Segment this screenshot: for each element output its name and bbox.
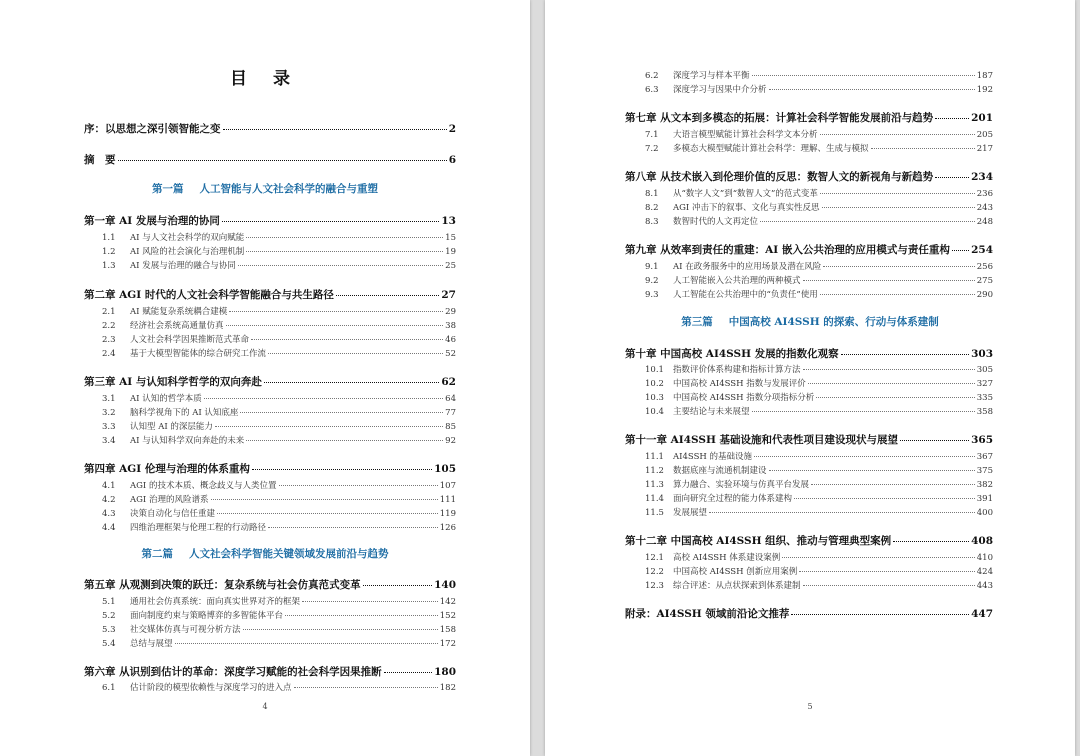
- toc-chapter-entry[interactable]: [625, 110, 993, 125]
- section-number: 1.3: [102, 261, 116, 271]
- section-number: 9.3: [645, 290, 659, 300]
- toc-chapter-entry[interactable]: [625, 606, 993, 621]
- section-title: 中国高校 AI4SSH 指数分项指标分析: [673, 393, 815, 403]
- dot-leader: [264, 382, 440, 383]
- dot-leader: [811, 484, 975, 485]
- chapter-title: 第十二章 中国高校 AI4SSH 组织、推动与管理典型案例: [625, 535, 892, 547]
- dot-leader: [893, 541, 969, 542]
- section-number: 10.2: [645, 379, 664, 389]
- section-title: AI 赋能复杂系统耦合建模: [130, 307, 228, 317]
- toc-section-entry[interactable]: [645, 83, 993, 95]
- section-title: 面向制度约束与策略博弈的多智能体平台: [130, 611, 284, 621]
- section-title: AI 发展与治理的融合与协同: [130, 261, 236, 271]
- page-ref: 327: [976, 379, 993, 389]
- toc-section-entry[interactable]: [645, 274, 993, 286]
- dot-leader: [803, 369, 975, 370]
- toc-section-entry[interactable]: [102, 595, 456, 607]
- page-ref: 254: [971, 244, 993, 256]
- page-ref: 158: [439, 625, 456, 635]
- section-number: 4.2: [102, 495, 116, 505]
- section-number: 10.1: [645, 365, 664, 375]
- page-ref: 107: [439, 481, 456, 491]
- dot-leader: [952, 250, 969, 251]
- dot-leader: [246, 237, 443, 238]
- dot-leader: [118, 160, 447, 161]
- toc-section-entry[interactable]: [102, 392, 456, 404]
- section-number: 4.3: [102, 509, 116, 519]
- page-ref: 29: [445, 307, 456, 317]
- part-title: 人文社会科学智能关键领域发展前沿与趋势: [189, 548, 389, 560]
- toc-section-entry[interactable]: [102, 333, 456, 345]
- page-ref: 305: [976, 365, 993, 375]
- section-number: 6.3: [645, 85, 659, 95]
- page-ref: 46: [445, 335, 456, 345]
- dot-leader: [935, 177, 969, 178]
- toc-section-entry[interactable]: [645, 377, 993, 389]
- part-title: 中国高校 AI4SSH 的探索、行动与体系建制: [728, 316, 939, 328]
- dot-leader: [816, 397, 975, 398]
- section-number: 8.3: [645, 217, 659, 227]
- toc-section-entry[interactable]: [102, 347, 456, 359]
- dot-leader: [820, 193, 975, 194]
- toc-chapter-entry[interactable]: [625, 346, 993, 361]
- section-number: 9.1: [645, 262, 659, 272]
- page-ref: 367: [976, 452, 993, 462]
- dot-leader: [243, 629, 438, 630]
- page-ref: 410: [976, 553, 993, 563]
- toc-section-entry[interactable]: [645, 506, 993, 518]
- page-ref: 248: [976, 217, 993, 227]
- dot-leader: [752, 75, 975, 76]
- part-heading: [0, 181, 530, 196]
- section-title: 中国高校 AI4SSH 指数与发展评价: [673, 379, 806, 389]
- page-ref: 182: [439, 683, 456, 693]
- toc-section-entry[interactable]: [102, 305, 456, 317]
- section-title: 人文社会科学因果推断范式革命: [130, 335, 250, 345]
- toc-chapter-entry[interactable]: [84, 374, 456, 389]
- dot-leader: [223, 129, 447, 130]
- section-number: 10.4: [645, 407, 664, 417]
- section-number: 3.2: [102, 408, 116, 418]
- toc-chapter-entry[interactable]: [84, 213, 456, 228]
- page-ref: 365: [971, 434, 993, 446]
- page-ref: 15: [445, 233, 456, 243]
- page-ref: 152: [439, 611, 456, 621]
- dot-leader: [803, 280, 975, 281]
- dot-leader: [754, 456, 975, 457]
- toc-section-entry[interactable]: [645, 391, 993, 403]
- page-ref: 92: [445, 436, 456, 446]
- toc-section-entry[interactable]: [645, 492, 993, 504]
- section-title: 算力融合、实验环境与仿真平台发展: [673, 480, 810, 490]
- section-title: 总结与展望: [130, 639, 173, 649]
- page-ref: 303: [971, 348, 993, 360]
- page-ref: 236: [976, 189, 993, 199]
- dot-leader: [782, 557, 975, 558]
- page-ref: 234: [971, 171, 993, 183]
- section-number: 2.2: [102, 321, 116, 331]
- section-number: 11.1: [645, 452, 664, 462]
- section-title: 人工智能嵌入公共治理的两种模式: [673, 276, 801, 286]
- toc-section-entry[interactable]: [645, 363, 993, 375]
- page-ref: 424: [976, 567, 993, 577]
- page-ref: 382: [976, 480, 993, 490]
- toc-section-entry[interactable]: [102, 434, 456, 446]
- toc-section-entry[interactable]: [102, 623, 456, 635]
- page-ref: 290: [976, 290, 993, 300]
- chapter-title: 第四章 AGI 伦理与治理的体系重构: [84, 463, 250, 475]
- dot-leader: [294, 687, 438, 688]
- section-number: 4.1: [102, 481, 116, 491]
- page-ref: 447: [971, 608, 993, 620]
- page-ref: 142: [439, 597, 456, 607]
- section-number: 9.2: [645, 276, 659, 286]
- dot-leader: [229, 311, 443, 312]
- toc-chapter-entry[interactable]: [84, 152, 456, 167]
- dot-leader: [808, 383, 975, 384]
- toc-chapter-entry[interactable]: [625, 169, 993, 184]
- section-title: AI 与认知科学双向奔赴的未来: [130, 436, 245, 446]
- section-number: 12.1: [645, 553, 664, 563]
- section-number: 2.1: [102, 307, 116, 317]
- section-title: 发展展望: [673, 508, 708, 518]
- page-ref: 126: [439, 523, 456, 533]
- section-number: 6.1: [102, 683, 116, 693]
- toc-section-entry[interactable]: [645, 69, 993, 81]
- page-ref: 19: [445, 247, 456, 257]
- toc-section-entry[interactable]: [102, 319, 456, 331]
- dot-leader: [285, 615, 438, 616]
- toc-section-entry[interactable]: [645, 260, 993, 272]
- page-ref: 375: [976, 466, 993, 476]
- dot-leader: [820, 294, 975, 295]
- dot-leader: [204, 398, 443, 399]
- section-number: 12.2: [645, 567, 664, 577]
- dot-leader: [384, 672, 432, 673]
- section-title: AI4SSH 的基础设施: [673, 452, 753, 462]
- toc-section-entry[interactable]: [645, 288, 993, 300]
- page-ref: 243: [976, 203, 993, 213]
- page-ref: 358: [976, 407, 993, 417]
- chapter-title: 序：以思想之深引领智能之变: [84, 123, 221, 135]
- page-ref: 38: [445, 321, 456, 331]
- dot-leader: [820, 134, 975, 135]
- toc-chapter-entry[interactable]: [625, 533, 993, 548]
- toc-section-entry[interactable]: [102, 420, 456, 432]
- page-ref: 2: [448, 123, 456, 135]
- section-number: 7.2: [645, 144, 659, 154]
- section-number: 12.3: [645, 581, 664, 591]
- toc-section-entry[interactable]: [645, 187, 993, 199]
- page-ref: 180: [434, 666, 456, 678]
- dot-leader: [769, 89, 975, 90]
- dot-leader: [222, 221, 440, 222]
- toc-section-entry[interactable]: [645, 201, 993, 213]
- dot-leader: [709, 512, 975, 513]
- page-ref: 85: [445, 422, 456, 432]
- section-number: 8.2: [645, 203, 659, 213]
- toc-section-entry[interactable]: [102, 521, 456, 533]
- toc-chapter-entry[interactable]: [84, 121, 456, 136]
- toc-section-entry[interactable]: [102, 406, 456, 418]
- toc-section-entry[interactable]: [102, 479, 456, 491]
- toc-section-entry[interactable]: [102, 609, 456, 621]
- page-ref: 443: [976, 581, 993, 591]
- toc-section-entry[interactable]: [102, 493, 456, 505]
- dot-leader: [226, 325, 444, 326]
- dot-leader: [251, 339, 443, 340]
- section-title: 通用社会仿真系统：面向真实世界对齐的框架: [130, 597, 301, 607]
- part-heading: [0, 546, 530, 561]
- chapter-title: 第七章 从文本到多模态的拓展：计算社会科学智能发展前沿与趋势: [625, 112, 934, 124]
- page-ref: 27: [441, 289, 456, 301]
- page-ref: 217: [976, 144, 993, 154]
- section-number: 3.1: [102, 394, 116, 404]
- page-ref: 119: [439, 509, 456, 519]
- dot-leader: [769, 470, 975, 471]
- dot-leader: [302, 601, 438, 602]
- section-number: 11.2: [645, 466, 664, 476]
- dot-leader: [935, 118, 969, 119]
- dot-leader: [841, 354, 969, 355]
- page-ref: 408: [971, 535, 993, 547]
- dot-leader: [238, 265, 443, 266]
- page-ref: 400: [976, 508, 993, 518]
- page-ref: 111: [439, 495, 456, 505]
- toc-section-entry[interactable]: [102, 245, 456, 257]
- dot-leader: [246, 251, 443, 252]
- section-title: 经济社会系统高通量仿真: [130, 321, 224, 331]
- chapter-title: 第二章 AGI 时代的人文社会科学智能融合与共生路径: [84, 289, 334, 301]
- toc-chapter-entry[interactable]: [84, 461, 456, 476]
- section-title: 高校 AI4SSH 体系建设案例: [673, 553, 781, 563]
- section-title: AGI 的技术本质、概念歧义与人类位置: [130, 481, 277, 491]
- dot-leader: [760, 221, 975, 222]
- section-number: 10.3: [645, 393, 664, 403]
- section-title: 多模态大模型赋能计算社会科学：理解、生成与模拟: [673, 144, 869, 154]
- page-ref: 77: [445, 408, 456, 418]
- dot-leader: [803, 585, 975, 586]
- chapter-title: 摘 要: [84, 154, 116, 166]
- section-number: 5.4: [102, 639, 116, 649]
- toc-section-entry[interactable]: [102, 507, 456, 519]
- toc-chapter-entry[interactable]: [84, 287, 456, 302]
- page-ref: 13: [441, 215, 456, 227]
- toc-section-entry[interactable]: [102, 231, 456, 243]
- dot-leader: [252, 469, 432, 470]
- section-title: 深度学习与样本平衡: [673, 71, 750, 81]
- toc-section-entry[interactable]: [645, 551, 993, 563]
- chapter-title: 第五章 从观测到决策的跃迁：复杂系统与社会仿真范式变革: [84, 579, 361, 591]
- dot-leader: [217, 513, 438, 514]
- section-title: 面向研究全过程的能力体系建构: [673, 494, 793, 504]
- page-ref: 52: [445, 349, 456, 359]
- chapter-title: 第十一章 AI4SSH 基础设施和代表性项目建设现状与展望: [625, 434, 899, 446]
- section-number: 8.1: [645, 189, 659, 199]
- section-number: 1.1: [102, 233, 116, 243]
- page-ref: 172: [439, 639, 456, 649]
- page-ref: 275: [976, 276, 993, 286]
- part-heading: [545, 314, 1075, 329]
- toc-section-entry[interactable]: [102, 681, 456, 693]
- page-ref: 192: [976, 85, 993, 95]
- part-number: 第二篇: [141, 548, 173, 560]
- chapter-title: 第九章 从效率到责任的重建：AI 嵌入公共治理的应用模式与责任重构: [625, 244, 950, 256]
- toc-section-entry[interactable]: [645, 215, 993, 227]
- page-ref: 6: [448, 154, 456, 166]
- toc-section-entry[interactable]: [645, 142, 993, 154]
- page-ref: 140: [434, 579, 456, 591]
- toc-section-entry[interactable]: [645, 450, 993, 462]
- section-number: 5.3: [102, 625, 116, 635]
- toc-title: 目 录: [230, 69, 300, 89]
- toc-section-entry[interactable]: [102, 637, 456, 649]
- page-ref: 105: [434, 463, 456, 475]
- toc-section-entry[interactable]: [645, 565, 993, 577]
- dot-leader: [900, 440, 969, 441]
- dot-leader: [246, 440, 443, 441]
- toc-section-entry[interactable]: [645, 579, 993, 591]
- dot-leader: [363, 585, 432, 586]
- page-ref: 25: [445, 261, 456, 271]
- toc-section-entry[interactable]: [645, 464, 993, 476]
- section-number: 5.2: [102, 611, 116, 621]
- section-title: AI 风险的社会演化与治理机制: [130, 247, 245, 257]
- section-title: 数智时代的人文再定位: [673, 217, 759, 227]
- toc-chapter-entry[interactable]: [84, 577, 456, 592]
- page-ref: 64: [445, 394, 456, 404]
- section-number: 3.4: [102, 436, 116, 446]
- page-ref: 335: [976, 393, 993, 403]
- dot-leader: [794, 498, 975, 499]
- toc-section-entry[interactable]: [645, 478, 993, 490]
- toc-page-right: [545, 0, 1075, 756]
- dot-leader: [268, 353, 443, 354]
- toc-section-entry[interactable]: [645, 405, 993, 417]
- section-number: 6.2: [645, 71, 659, 81]
- dot-leader: [336, 295, 440, 296]
- section-title: AI 与人文社会科学的双向赋能: [130, 233, 245, 243]
- dot-leader: [799, 571, 975, 572]
- dot-leader: [791, 614, 969, 615]
- section-title: AGI 冲击下的叙事、文化与真实性反思: [673, 203, 820, 213]
- section-title: AI 在政务服务中的应用场景及潜在风险: [673, 262, 822, 272]
- dot-leader: [211, 499, 438, 500]
- chapter-title: 附录：AI4SSH 领域前沿论文推荐: [625, 608, 790, 620]
- part-number: 第一篇: [152, 183, 184, 195]
- section-title: AGI 治理的风险谱系: [130, 495, 209, 505]
- chapter-title: 第六章 从识别到估计的革命：深度学习赋能的社会科学因果推断: [84, 666, 382, 678]
- section-title: 脑科学视角下的 AI 认知底座: [130, 408, 239, 418]
- page-number: 4: [262, 702, 268, 711]
- dot-leader: [822, 207, 975, 208]
- section-title: AI 认知的哲学本质: [130, 394, 202, 404]
- toc-chapter-entry[interactable]: [84, 664, 456, 679]
- section-title: 估计阶段的模型依赖性与深度学习的进入点: [130, 683, 292, 693]
- section-title: 从“数字人文”到“数智人文”的范式变革: [673, 189, 818, 199]
- chapter-title: 第一章 AI 发展与治理的协同: [84, 215, 220, 227]
- dot-leader: [823, 266, 975, 267]
- section-title: 大语言模型赋能计算社会科学文本分析: [673, 130, 818, 140]
- dot-leader: [279, 485, 438, 486]
- section-title: 人工智能在公共治理中的“负责任”使用: [673, 290, 818, 300]
- page-ref: 256: [976, 262, 993, 272]
- dot-leader: [268, 527, 438, 528]
- section-number: 11.3: [645, 480, 664, 490]
- dot-leader: [871, 148, 975, 149]
- section-title: 中国高校 AI4SSH 创新应用案例: [673, 567, 798, 577]
- section-title: 决策自动化与信任重建: [130, 509, 216, 519]
- page-ref: 205: [976, 130, 993, 140]
- chapter-title: 第八章 从技术嵌入到伦理价值的反思：数智人文的新视角与新趋势: [625, 171, 934, 183]
- dot-leader: [215, 426, 443, 427]
- section-title: 基于大模型智能体的综合研究工作流: [130, 349, 267, 359]
- section-number: 5.1: [102, 597, 116, 607]
- section-number: 7.1: [645, 130, 659, 140]
- page-ref: 201: [971, 112, 993, 124]
- page-ref: 391: [976, 494, 993, 504]
- section-title: 数据底座与流通机制建设: [673, 466, 767, 476]
- dot-leader: [752, 411, 975, 412]
- dot-leader: [240, 412, 443, 413]
- section-title: 社交媒体仿真与可视分析方法: [130, 625, 241, 635]
- section-number: 2.4: [102, 349, 116, 359]
- toc-page-left: [0, 0, 530, 756]
- part-title: 人工智能与人文社会科学的融合与重塑: [199, 183, 378, 195]
- toc-section-entry[interactable]: [102, 259, 456, 271]
- section-number: 11.5: [645, 508, 664, 518]
- section-number: 11.4: [645, 494, 664, 504]
- section-number: 4.4: [102, 523, 116, 533]
- section-title: 主要结论与未来展望: [673, 407, 750, 417]
- section-number: 1.2: [102, 247, 116, 257]
- section-number: 2.3: [102, 335, 116, 345]
- page-ref: 62: [441, 376, 456, 388]
- chapter-title: 第十章 中国高校 AI4SSH 发展的指数化观察: [625, 348, 839, 360]
- section-title: 四维治理框架与伦理工程的行动路径: [130, 523, 267, 533]
- part-number: 第三篇: [681, 316, 713, 328]
- section-title: 综合评述：从点状探索到体系建制: [673, 581, 801, 591]
- toc-section-entry[interactable]: [645, 128, 993, 140]
- toc-chapter-entry[interactable]: [625, 432, 993, 447]
- page-number: 5: [807, 702, 813, 711]
- section-title: 指数评价体系构建和指标计算方法: [673, 365, 801, 375]
- dot-leader: [175, 643, 438, 644]
- chapter-title: 第三章 AI 与认知科学哲学的双向奔赴: [84, 376, 262, 388]
- section-number: 3.3: [102, 422, 116, 432]
- page-ref: 187: [976, 71, 993, 81]
- section-title: 认知型 AI 的深层能力: [130, 422, 213, 432]
- section-title: 深度学习与因果中介分析: [673, 85, 767, 95]
- toc-chapter-entry[interactable]: [625, 242, 993, 257]
